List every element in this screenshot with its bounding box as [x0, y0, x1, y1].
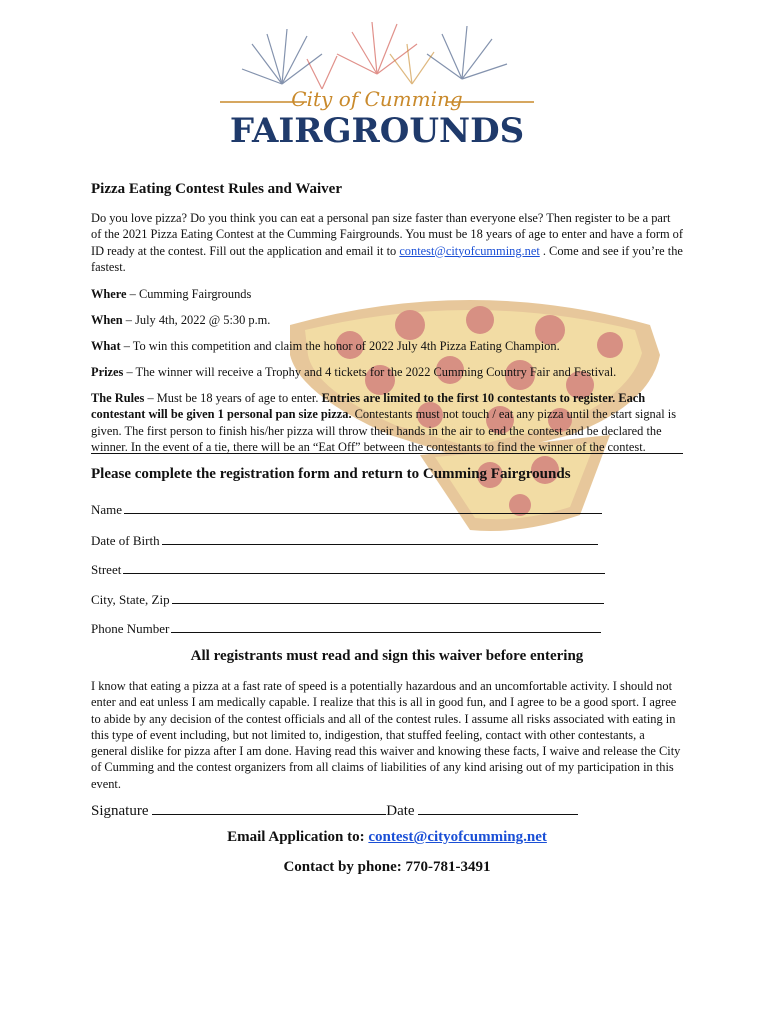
name-field[interactable]: [91, 501, 683, 518]
street-field[interactable]: [91, 561, 683, 578]
name-label: Name: [91, 502, 123, 517]
rules-paragraph: [91, 390, 683, 455]
email-application-line: [91, 829, 683, 846]
page-title: Pizza Eating Contest Rules and Waiver: [91, 181, 342, 197]
intro-text: Do you love pizza? Do you think you can eat a personal pan size faster than everyone else? Then register to be a part of the 2021 Pizza Eating Contest at the Cumming Fairgrounds. You must be 18 years of age to enter and have a form of ID ready at the contest. Fill out the application and email it to: [91, 211, 683, 258]
waiver-heading: All registrants must read and sign this waiver before entering: [190, 648, 584, 664]
when-label: When: [91, 313, 123, 327]
intro-email-link[interactable]: contest@cityofcumming.net: [399, 243, 540, 258]
city-state-zip-label: City, State, Zip: [91, 592, 170, 607]
date-label: Date: [386, 803, 415, 819]
rules-text-end: Contestants must not touch / eat any pizza until the start signal is given. The first person to finish his/her pizza will throw their hands in the air to end the contest and be declared the winner. In the event of a tie, there will be an “Eat Off” between the contestants to find the winner of the contest.: [91, 407, 677, 454]
signature-label: Signature: [91, 803, 149, 819]
rules-label: The Rules: [91, 391, 145, 405]
when-line: [91, 312, 683, 328]
dob-label: Date of Birth: [91, 533, 160, 548]
email-application-label: Email Application to:: [227, 829, 369, 845]
footer-email-link[interactable]: contest@cityofcumming.net: [368, 829, 547, 845]
what-text: – To win this competition and claim the honor of 2022 July 4th Pizza Eating Champion.: [120, 339, 560, 353]
phone-label: Phone Number: [91, 621, 170, 636]
intro-text-end: . Come and see if you’re the fastest.: [91, 243, 683, 274]
prizes-line: [91, 364, 683, 380]
city-state-zip-field[interactable]: [91, 591, 683, 608]
phone-field[interactable]: [91, 620, 683, 637]
what-line: [91, 338, 683, 354]
phone-input-line[interactable]: [171, 620, 601, 633]
where-line: [91, 286, 683, 302]
logo-fairgrounds-text: FAIRGROUNDS: [229, 111, 525, 151]
intro-paragraph: [91, 210, 683, 275]
signature-input-line[interactable]: [152, 800, 386, 815]
city-of-cumming-fairgrounds-logo: [212, 14, 542, 162]
section-divider: [91, 453, 683, 454]
prizes-text: – The winner will receive a Trophy and 4 tickets for the 2022 Cumming Country Fair and Festival.: [123, 365, 617, 379]
registration-heading: Please complete the registration form and return to Cumming Fairgrounds: [91, 466, 571, 482]
where-text: – Cumming Fairgrounds: [126, 287, 252, 301]
dob-input-line[interactable]: [162, 532, 598, 545]
rules-text: – Must be 18 years of age to enter.: [144, 391, 322, 405]
date-input-line[interactable]: [418, 800, 578, 815]
what-label: What: [91, 339, 121, 353]
logo-city-text: City of Cumming: [291, 87, 463, 111]
city-state-zip-input-line[interactable]: [172, 591, 604, 604]
signature-row: [91, 800, 683, 820]
waiver-paragraph: I know that eating a pizza at a fast rate of speed is a potentially hazardous and an uncomfortable activity. I should not enter and eat unless I am medically capable. I realize that this is all in good fun, and I agree to be a good sport. I agree to abide by any decision of the contest officials and all of the contest rules. I assume all risks associated with eating in this type of event including, but not limited to, indigestion, that stuffed feeling, contact with other contestants, a general dislike for pizza after I am done. Having read this waiver and knowing these facts, I waive and release the City of Cumming and the contest organizers from all claims of liabilities of any kind arising out of my participation in this event.: [91, 679, 681, 791]
when-text: – July 4th, 2022 @ 5:30 p.m.: [122, 313, 271, 327]
dob-field[interactable]: [91, 532, 683, 549]
prizes-label: Prizes: [91, 365, 124, 379]
where-label: Where: [91, 287, 127, 301]
name-input-line[interactable]: [124, 501, 602, 514]
street-input-line[interactable]: [123, 561, 605, 574]
rules-bold-text: Entries are limited to the first 10 contestants to register. Each contestant will be given 1 personal pan size pizza.: [91, 391, 646, 422]
street-label: Street: [91, 562, 122, 577]
contact-phone: Contact by phone: 770-781-3491: [283, 859, 491, 875]
